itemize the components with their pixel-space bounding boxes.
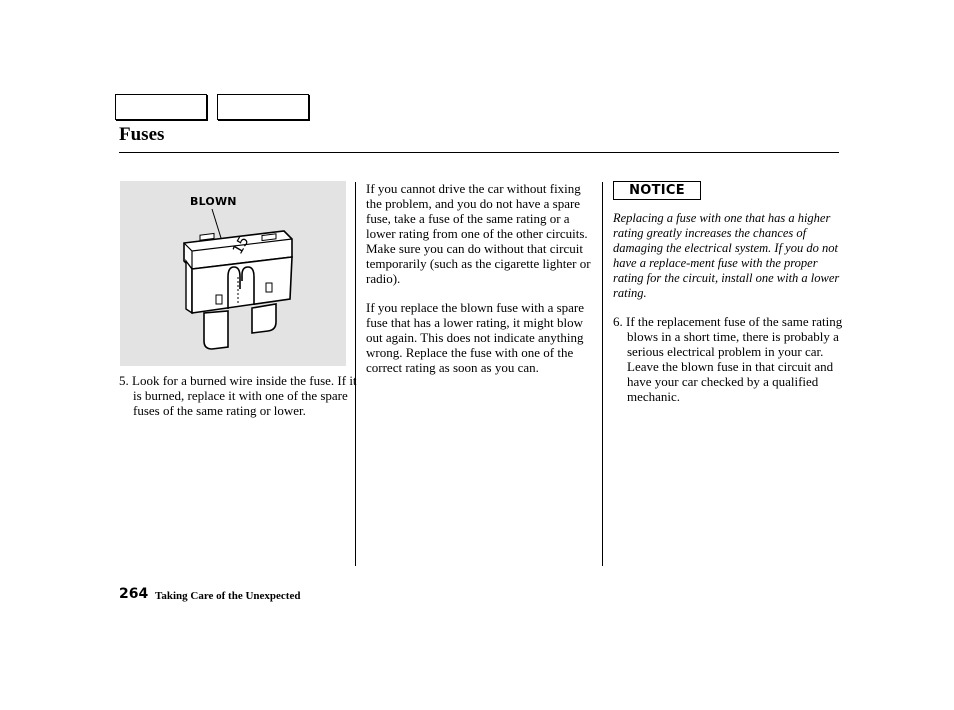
column-2-paragraph-1: If you cannot drive the car without fixing the problem, and you do not have a spare fuse, take a fuse of the same rating or a lower rating from one of the other circuits. Make sure you can do without that circuit temporarily (such as the cigarette lighter or radio). xyxy=(366,181,591,286)
fuse-leg-left xyxy=(204,311,228,349)
column-2-paragraph-2: If you replace the blown fuse with a spare fuse that has a lower rating, it might blow out again. This does not indicate anything wrong. Replace the fuse with one of the correct rating as soon as you can. xyxy=(366,300,585,375)
page-title: Fuses xyxy=(119,124,165,145)
step-5-text: 5. Look for a burned wire inside the fuse. If it is burned, replace it with one of the spare fuses of the same rating or lower. xyxy=(119,373,357,418)
page-number: 264 xyxy=(119,586,149,602)
nav-button-next[interactable] xyxy=(217,94,309,120)
column-divider-right xyxy=(602,182,603,566)
blown-label: BLOWN xyxy=(190,195,237,208)
fuse-illustration xyxy=(120,181,346,366)
notice-text: Replacing a fuse with one that has a higher rating greatly increases the chances of damaging the electrical system. If you do not have a replace-ment fuse with the proper rating for the circuit, install one with a lower rating. xyxy=(613,211,840,300)
blown-fuse-figure xyxy=(120,181,346,366)
notice-label: NOTICE xyxy=(613,181,701,200)
nav-button-previous[interactable] xyxy=(115,94,207,120)
step-6-text: 6. If the replacement fuse of the same rating blows in a short time, there is probably a serious electrical problem in your car. Leave the blown fuse in that circuit and have your car checked by a qualified mechanic. xyxy=(613,314,843,404)
footer-section-title: Taking Care of the Unexpected xyxy=(155,590,301,602)
title-divider xyxy=(119,152,839,153)
fuse-leg-right xyxy=(252,304,276,333)
fuse-rating-text: 15 xyxy=(229,233,253,258)
